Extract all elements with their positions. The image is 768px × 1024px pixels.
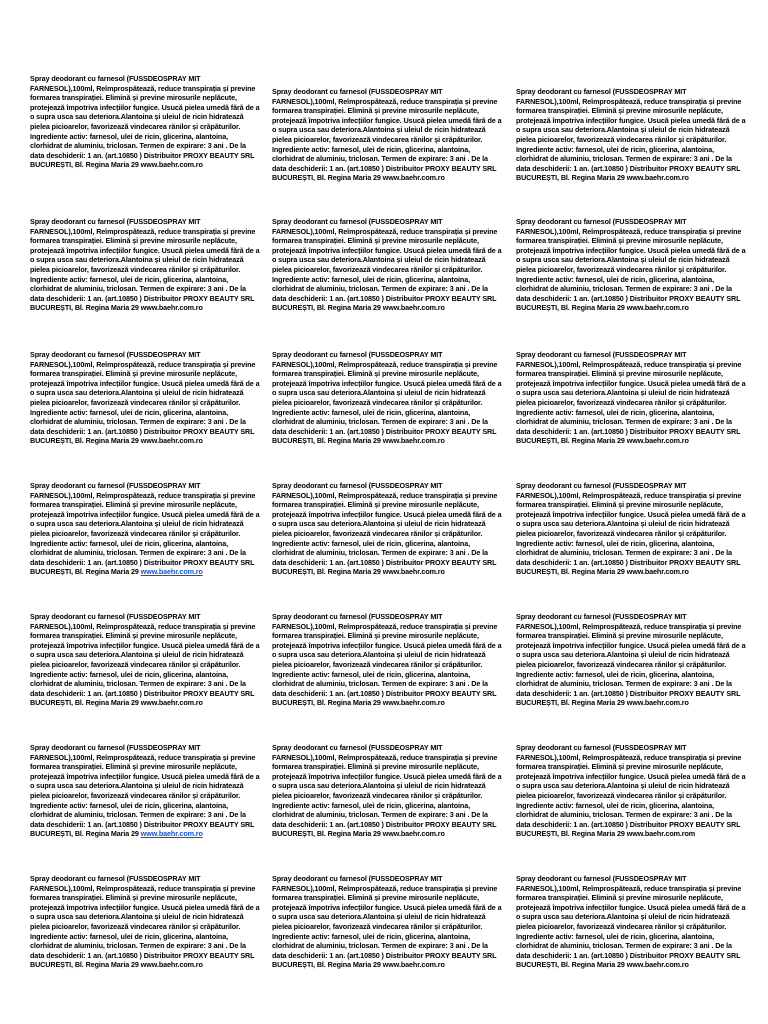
label-text: Spray deodorant cu farnesol (FUSSDEOSPRAY MIT FARNESOL),100ml, Reîmprospătează, reduce transpirația și previne formarea transpirației. Elimină și previne mirosurile neplăcute, protejează împotriva infecțiilor fungice. Usucă pielea umedă fără de a o supra usca sau deteriora.Alantoina și uleiul de ricin hidratează pielea picioarelor, favorizează vindecarea rănilor și crăpăturilor. Ingrediente activ: farnesol, ulei de ricin, glicerina, alantoina, clorhidrat de aluminiu, triclosan. Termen de expirare: 3 ani . De la data deschiderii: 1 an. (art.10850 ) Distribuitor PROXY BEAUTY SRL BUCUREȘTI, Bl. Regina Maria 29 [30, 217, 260, 313]
label-text: Spray deodorant cu farnesol (FUSSDEOSPRAY MIT FARNESOL),100ml, Reîmprospătează, reduce transpirația și previne formarea transpirației. Elimină și previne mirosurile neplăcute, protejează împotriva infecțiilor fungice. Usucă pielea umedă fără de a o supra usca sau deteriora.Alantoina și uleiul de ricin hidratează pielea picioarelor, favorizează vindecarea rănilor și crăpăturilor. Ingrediente activ: farnesol, ulei de ricin, glicerina, alantoina, clorhidrat de aluminiu, triclosan. Termen de expirare: 3 ani . De la data deschiderii: 1 an. (art.10850 ) Distribuitor PROXY BEAUTY SRL BUCUREȘTI, Bl. Regina Maria 29 [30, 743, 260, 839]
label-website: www.baehr.com.ro [140, 960, 203, 970]
label-text: Spray deodorant cu farnesol (FUSSDEOSPRAY MIT FARNESOL),100ml, Reîmprospătează, reduce transpirația și previne formarea transpirației. Elimină și previne mirosurile neplăcute, protejează împotriva infecțiilor fungice. Usucă pielea umedă fără de a o supra usca sau deteriora.Alantoina și uleiul de ricin hidratează pielea picioarelor, favorizează vindecarea rănilor și crăpăturilor. Ingrediente activ: farnesol, ulei de ricin, glicerina, alantoina, clorhidrat de aluminiu, triclosan. Termen de expirare: 3 ani . De la data deschiderii: 1 an. (art.10850 ) Distribuitor PROXY BEAUTY SRL BUCUREȘTI, Bl. Regina Maria 29 [516, 612, 746, 708]
product-label-20 [272, 874, 504, 970]
product-label-10 [30, 481, 262, 577]
label-text: Spray deodorant cu farnesol (FUSSDEOSPRAY MIT FARNESOL),100ml, Reîmprospătează, reduce transpirația și previne formarea transpirației. Elimină și previne mirosurile neplăcute, protejează împotriva infecțiilor fungice. Usucă pielea umedă fără de a o supra usca sau deteriora.Alantoina și uleiul de ricin hidratează pielea picioarelor, favorizează vindecarea rănilor și crăpăturilor. Ingrediente activ: farnesol, ulei de ricin, glicerina, alantoina, clorhidrat de aluminiu, triclosan. Termen de expirare: 3 ani . De la data deschiderii: 1 an. (art.10850 ) Distribuitor PROXY BEAUTY SRL BUCUREȘTI, Bl. Regina Maria 29 [516, 743, 746, 839]
product-label-5 [272, 217, 504, 313]
product-label-11 [272, 481, 504, 577]
label-text: Spray deodorant cu farnesol (FUSSDEOSPRAY MIT FARNESOL),100ml, Reîmprospătează, reduce transpirația și previne formarea transpirației. Elimină și previne mirosurile neplăcute, protejează împotriva infecțiilor fungice. Usucă pielea umedă fără de a o supra usca sau deteriora.Alantoina și uleiul de ricin hidratează pielea picioarelor, favorizează vindecarea rănilor și crăpăturilor. Ingrediente activ: farnesol, ulei de ricin, glicerina, alantoina, clorhidrat de aluminiu, triclosan. Termen de expirare: 3 ani . De la data deschiderii: 1 an. (art.10850 ) Distribuitor PROXY BEAUTY SRL BUCUREȘTI, Bl. Regina Maria 29 [272, 743, 502, 839]
label-website: www.baehr.com.ro [626, 960, 689, 970]
label-website: www.baehr.com.ro [382, 173, 445, 183]
product-label-6 [516, 217, 748, 313]
label-website: www.baehr.com.ro [140, 698, 203, 708]
label-website: www.baehr.com.rom [626, 829, 696, 839]
label-text: Spray deodorant cu farnesol (FUSSDEOSPRAY MIT FARNESOL),100ml, Reîmprospătează, reduce transpirația și previne formarea transpirației. Elimină și previne mirosurile neplăcute, protejează împotriva infecțiilor fungice. Usucă pielea umedă fără de a o supra usca sau deteriora.Alantoina și uleiul de ricin hidratează pielea picioarelor, favorizează vindecarea rănilor și crăpăturilor. Ingrediente activ: farnesol, ulei de ricin, glicerina, alantoina, clorhidrat de aluminiu, triclosan. Termen de expirare: 3 ani . De la data deschiderii: 1 an. (art.10850 ) Distribuitor PROXY BEAUTY SRL BUCUREȘTI, Bl. Regina Maria 29 [516, 350, 746, 446]
label-website: www.baehr.com.ro [626, 303, 689, 313]
product-label-13 [30, 612, 262, 708]
label-website-link[interactable]: www.baehr.com.ro [140, 829, 203, 839]
product-label-8 [272, 350, 504, 446]
label-website: www.baehr.com.ro [382, 960, 445, 970]
label-text: Spray deodorant cu farnesol (FUSSDEOSPRAY MIT FARNESOL),100ml, Reîmprospătează, reduce transpirația și previne formarea transpirației. Elimină și previne mirosurile neplăcute, protejează împotriva infecțiilor fungice. Usucă pielea umedă fără de a o supra usca sau deteriora.Alantoina și uleiul de ricin hidratează pielea picioarelor, favorizează vindecarea rănilor și crăpăturilor. Ingrediente activ: farnesol, ulei de ricin, glicerina, alantoina, clorhidrat de aluminiu, triclosan. Termen de expirare: 3 ani . De la data deschiderii: 1 an. (art.10850 ) Distribuitor PROXY BEAUTY SRL BUCUREȘTI, Bl. Regina Maria 29 [272, 87, 502, 183]
label-website: www.baehr.com.ro [626, 698, 689, 708]
product-label-17 [272, 743, 504, 839]
product-label-1 [30, 74, 262, 170]
label-text: Spray deodorant cu farnesol (FUSSDEOSPRAY MIT FARNESOL),100ml, Reîmprospătează, reduce transpirația și previne formarea transpirației. Elimină și previne mirosurile neplăcute, protejează împotriva infecțiilor fungice. Usucă pielea umedă fără de a o supra usca sau deteriora.Alantoina și uleiul de ricin hidratează pielea picioarelor, favorizează vindecarea rănilor și crăpăturilor. Ingrediente activ: farnesol, ulei de ricin, glicerina, alantoina, clorhidrat de aluminiu, triclosan. Termen de expirare: 3 ani . De la data deschiderii: 1 an. (art.10850 ) Distribuitor PROXY BEAUTY SRL BUCUREȘTI, Bl. Regina Maria 29 [30, 74, 260, 170]
product-label-4 [30, 217, 262, 313]
product-label-12 [516, 481, 748, 577]
label-website: www.baehr.com.ro [382, 698, 445, 708]
product-label-7 [30, 350, 262, 446]
label-text: Spray deodorant cu farnesol (FUSSDEOSPRAY MIT FARNESOL),100ml, Reîmprospătează, reduce transpirația și previne formarea transpirației. Elimină și previne mirosurile neplăcute, protejează împotriva infecțiilor fungice. Usucă pielea umedă fără de a o supra usca sau deteriora.Alantoina și uleiul de ricin hidratează pielea picioarelor, favorizează vindecarea rănilor și crăpăturilor. Ingrediente activ: farnesol, ulei de ricin, glicerina, alantoina, clorhidrat de aluminiu, triclosan. Termen de expirare: 3 ani . De la data deschiderii: 1 an. (art.10850 ) Distribuitor PROXY BEAUTY SRL BUCUREȘTI, Bl. Regina Maria 29 [272, 350, 502, 446]
product-label-9 [516, 350, 748, 446]
label-text: Spray deodorant cu farnesol (FUSSDEOSPRAY MIT FARNESOL),100ml, Reîmprospătează, reduce transpirația și previne formarea transpirației. Elimină și previne mirosurile neplăcute, protejează împotriva infecțiilor fungice. Usucă pielea umedă fără de a o supra usca sau deteriora.Alantoina și uleiul de ricin hidratează pielea picioarelor, favorizează vindecarea rănilor și crăpăturilor. Ingrediente activ: farnesol, ulei de ricin, glicerina, alantoina, clorhidrat de aluminiu, triclosan. Termen de expirare: 3 ani . De la data deschiderii: 1 an. (art.10850 ) Distribuitor PROXY BEAUTY SRL BUCUREȘTI, Bl. Regina Maria 29 [30, 874, 260, 970]
label-text: Spray deodorant cu farnesol (FUSSDEOSPRAY MIT FARNESOL),100ml, Reîmprospătează, reduce transpirația și previne formarea transpirației. Elimină și previne mirosurile neplăcute, protejează împotriva infecțiilor fungice. Usucă pielea umedă fără de a o supra usca sau deteriora.Alantoina și uleiul de ricin hidratează pielea picioarelor, favorizează vindecarea rănilor și crăpăturilor. Ingrediente activ: farnesol, ulei de ricin, glicerina, alantoina, clorhidrat de aluminiu, triclosan. Termen de expirare: 3 ani . De la data deschiderii: 1 an. (art.10850 ) Distribuitor PROXY BEAUTY SRL BUCUREȘTI, Bl. Regina Maria 29 [30, 350, 260, 446]
label-website: www.baehr.com.ro [140, 160, 203, 170]
label-text: Spray deodorant cu farnesol (FUSSDEOSPRAY MIT FARNESOL),100ml, Reîmprospătează, reduce transpirația și previne formarea transpirației. Elimină și previne mirosurile neplăcute, protejează împotriva infecțiilor fungice. Usucă pielea umedă fără de a o supra usca sau deteriora.Alantoina și uleiul de ricin hidratează pielea picioarelor, favorizează vindecarea rănilor și crăpăturilor. Ingrediente activ: farnesol, ulei de ricin, glicerina, alantoina, clorhidrat de aluminiu, triclosan. Termen de expirare: 3 ani . De la data deschiderii: 1 an. (art.10850 ) Distribuitor PROXY BEAUTY SRL BUCUREȘTI, Bl. Regina Maria 29 [516, 87, 746, 183]
label-website: www.baehr.com.ro [382, 436, 445, 446]
label-text: Spray deodorant cu farnesol (FUSSDEOSPRAY MIT FARNESOL),100ml, Reîmprospătează, reduce transpirația și previne formarea transpirației. Elimină și previne mirosurile neplăcute, protejează împotriva infecțiilor fungice. Usucă pielea umedă fără de a o supra usca sau deteriora.Alantoina și uleiul de ricin hidratează pielea picioarelor, favorizează vindecarea rănilor și crăpăturilor. Ingrediente activ: farnesol, ulei de ricin, glicerina, alantoina, clorhidrat de aluminiu, triclosan. Termen de expirare: 3 ani . De la data deschiderii: 1 an. (art.10850 ) Distribuitor PROXY BEAUTY SRL BUCUREȘTI, Bl. Regina Maria 29 [272, 481, 502, 577]
product-label-19 [30, 874, 262, 970]
product-label-3 [516, 87, 748, 183]
label-website: www.baehr.com.ro [626, 567, 689, 577]
label-text: Spray deodorant cu farnesol (FUSSDEOSPRAY MIT FARNESOL),100ml, Reîmprospătează, reduce transpirația și previne formarea transpirației. Elimină și previne mirosurile neplăcute, protejează împotriva infecțiilor fungice. Usucă pielea umedă fără de a o supra usca sau deteriora.Alantoina și uleiul de ricin hidratează pielea picioarelor, favorizează vindecarea rănilor și crăpăturilor. Ingrediente activ: farnesol, ulei de ricin, glicerina, alantoina, clorhidrat de aluminiu, triclosan. Termen de expirare: 3 ani . De la data deschiderii: 1 an. (art.10850 ) Distribuitor PROXY BEAUTY SRL BUCUREȘTI, Bl. Regina Maria 29 [516, 217, 746, 313]
product-label-21 [516, 874, 748, 970]
product-label-18 [516, 743, 748, 839]
product-label-14 [272, 612, 504, 708]
label-website: www.baehr.com.ro [382, 829, 445, 839]
label-website: www.baehr.com.ro [626, 436, 689, 446]
product-label-16 [30, 743, 262, 839]
label-text: Spray deodorant cu farnesol (FUSSDEOSPRAY MIT FARNESOL),100ml, Reîmprospătează, reduce transpirația și previne formarea transpirației. Elimină și previne mirosurile neplăcute, protejează împotriva infecțiilor fungice. Usucă pielea umedă fără de a o supra usca sau deteriora.Alantoina și uleiul de ricin hidratează pielea picioarelor, favorizează vindecarea rănilor și crăpăturilor. Ingrediente activ: farnesol, ulei de ricin, glicerina, alantoina, clorhidrat de aluminiu, triclosan. Termen de expirare: 3 ani . De la data deschiderii: 1 an. (art.10850 ) Distribuitor PROXY BEAUTY SRL BUCUREȘTI, Bl. Regina Maria 29 [272, 874, 502, 970]
label-text: Spray deodorant cu farnesol (FUSSDEOSPRAY MIT FARNESOL),100ml, Reîmprospătează, reduce transpirația și previne formarea transpirației. Elimină și previne mirosurile neplăcute, protejează împotriva infecțiilor fungice. Usucă pielea umedă fără de a o supra usca sau deteriora.Alantoina și uleiul de ricin hidratează pielea picioarelor, favorizează vindecarea rănilor și crăpăturilor. Ingrediente activ: farnesol, ulei de ricin, glicerina, alantoina, clorhidrat de aluminiu, triclosan. Termen de expirare: 3 ani . De la data deschiderii: 1 an. (art.10850 ) Distribuitor PROXY BEAUTY SRL BUCUREȘTI, Bl. Regina Maria 29 [516, 874, 746, 970]
label-website-link[interactable]: www.baehr.com.ro [140, 567, 203, 577]
label-website: www.baehr.com.ro [140, 436, 203, 446]
label-website: www.baehr.com.ro [140, 303, 203, 313]
label-text: Spray deodorant cu farnesol (FUSSDEOSPRAY MIT FARNESOL),100ml, Reîmprospătează, reduce transpirația și previne formarea transpirației. Elimină și previne mirosurile neplăcute, protejează împotriva infecțiilor fungice. Usucă pielea umedă fără de a o supra usca sau deteriora.Alantoina și uleiul de ricin hidratează pielea picioarelor, favorizează vindecarea rănilor și crăpăturilor. Ingrediente activ: farnesol, ulei de ricin, glicerina, alantoina, clorhidrat de aluminiu, triclosan. Termen de expirare: 3 ani . De la data deschiderii: 1 an. (art.10850 ) Distribuitor PROXY BEAUTY SRL BUCUREȘTI, Bl. Regina Maria 29 [272, 217, 502, 313]
label-website: www.baehr.com.ro [382, 303, 445, 313]
label-text: Spray deodorant cu farnesol (FUSSDEOSPRAY MIT FARNESOL),100ml, Reîmprospătează, reduce transpirația și previne formarea transpirației. Elimină și previne mirosurile neplăcute, protejează împotriva infecțiilor fungice. Usucă pielea umedă fără de a o supra usca sau deteriora.Alantoina și uleiul de ricin hidratează pielea picioarelor, favorizează vindecarea rănilor și crăpăturilor. Ingrediente activ: farnesol, ulei de ricin, glicerina, alantoina, clorhidrat de aluminiu, triclosan. Termen de expirare: 3 ani . De la data deschiderii: 1 an. (art.10850 ) Distribuitor PROXY BEAUTY SRL BUCUREȘTI, Bl. Regina Maria 29 [30, 481, 260, 577]
label-text: Spray deodorant cu farnesol (FUSSDEOSPRAY MIT FARNESOL),100ml, Reîmprospătează, reduce transpirația și previne formarea transpirației. Elimină și previne mirosurile neplăcute, protejează împotriva infecțiilor fungice. Usucă pielea umedă fără de a o supra usca sau deteriora.Alantoina și uleiul de ricin hidratează pielea picioarelor, favorizează vindecarea rănilor și crăpăturilor. Ingrediente activ: farnesol, ulei de ricin, glicerina, alantoina, clorhidrat de aluminiu, triclosan. Termen de expirare: 3 ani . De la data deschiderii: 1 an. (art.10850 ) Distribuitor PROXY BEAUTY SRL BUCUREȘTI, Bl. Regina Maria 29 [30, 612, 260, 708]
label-website: www.baehr.com.ro [626, 173, 689, 183]
label-text: Spray deodorant cu farnesol (FUSSDEOSPRAY MIT FARNESOL),100ml, Reîmprospătează, reduce transpirația și previne formarea transpirației. Elimină și previne mirosurile neplăcute, protejează împotriva infecțiilor fungice. Usucă pielea umedă fără de a o supra usca sau deteriora.Alantoina și uleiul de ricin hidratează pielea picioarelor, favorizează vindecarea rănilor și crăpăturilor. Ingrediente activ: farnesol, ulei de ricin, glicerina, alantoina, clorhidrat de aluminiu, triclosan. Termen de expirare: 3 ani . De la data deschiderii: 1 an. (art.10850 ) Distribuitor PROXY BEAUTY SRL BUCUREȘTI, Bl. Regina Maria 29 [516, 481, 746, 577]
label-text: Spray deodorant cu farnesol (FUSSDEOSPRAY MIT FARNESOL),100ml, Reîmprospătează, reduce transpirația și previne formarea transpirației. Elimină și previne mirosurile neplăcute, protejează împotriva infecțiilor fungice. Usucă pielea umedă fără de a o supra usca sau deteriora.Alantoina și uleiul de ricin hidratează pielea picioarelor, favorizează vindecarea rănilor și crăpăturilor. Ingrediente activ: farnesol, ulei de ricin, glicerina, alantoina, clorhidrat de aluminiu, triclosan. Termen de expirare: 3 ani . De la data deschiderii: 1 an. (art.10850 ) Distribuitor PROXY BEAUTY SRL BUCUREȘTI, Bl. Regina Maria 29 [272, 612, 502, 708]
product-label-15 [516, 612, 748, 708]
label-website: www.baehr.com.ro [382, 567, 445, 577]
product-label-2 [272, 87, 504, 183]
